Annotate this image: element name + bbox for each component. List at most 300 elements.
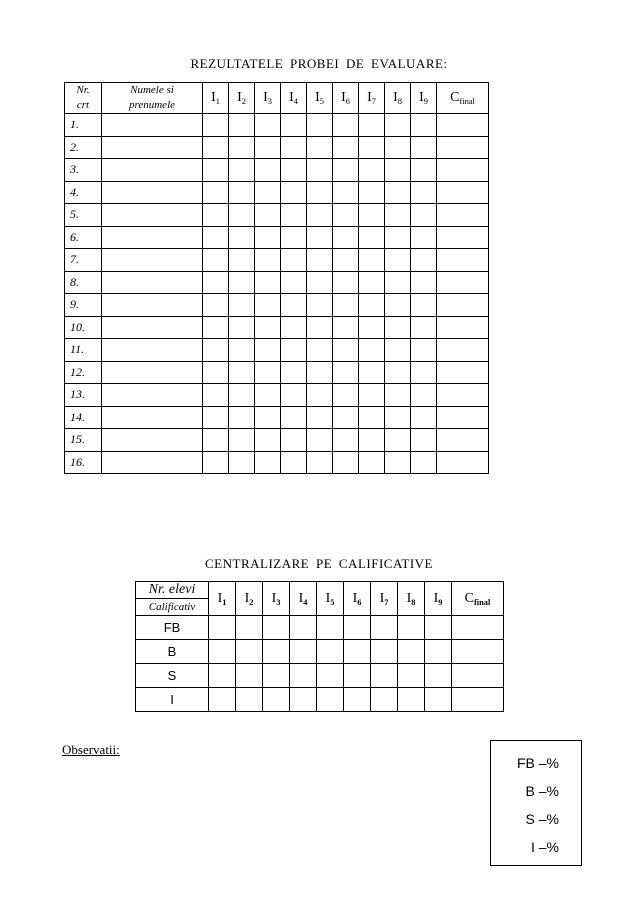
item-header-9-letter: I (419, 90, 424, 105)
summary-item-header-8-letter: I (406, 590, 412, 606)
empty-cell (290, 616, 317, 640)
empty-cell (385, 429, 411, 452)
empty-cell (437, 451, 489, 474)
empty-cell (307, 271, 333, 294)
final-header-subscript: final (459, 96, 475, 106)
row-number: 5. (65, 204, 102, 227)
empty-cell (307, 429, 333, 452)
item-header-4-letter: I (289, 90, 294, 105)
empty-cell (307, 384, 333, 407)
item-header-7 (359, 83, 385, 114)
empty-cell (263, 688, 290, 712)
empty-cell (452, 640, 504, 664)
summary-header-row (136, 582, 504, 599)
empty-cell (344, 664, 371, 688)
summary-final-header (452, 582, 504, 616)
summary-item-header-9-subscript: 9 (438, 597, 443, 607)
table-row (65, 361, 489, 384)
empty-cell (437, 204, 489, 227)
empty-cell (281, 114, 307, 137)
item-header-1-subscript: 1 (215, 96, 220, 106)
empty-cell (333, 136, 359, 159)
row-number: 13. (65, 384, 102, 407)
item-header-2 (229, 83, 255, 114)
summary-table (135, 581, 504, 712)
empty-cell (255, 406, 281, 429)
empty-cell (425, 688, 452, 712)
item-header-3-letter: I (263, 90, 268, 105)
empty-cell (255, 316, 281, 339)
empty-cell (229, 294, 255, 317)
empty-cell (307, 249, 333, 272)
item-header-3-subscript: 3 (267, 96, 272, 106)
empty-cell (359, 339, 385, 362)
empty-cell (307, 361, 333, 384)
empty-cell (255, 181, 281, 204)
empty-cell (281, 384, 307, 407)
table-row (65, 339, 489, 362)
empty-cell (281, 249, 307, 272)
empty-cell (290, 640, 317, 664)
item-header-6-letter: I (341, 90, 346, 105)
empty-cell (344, 640, 371, 664)
empty-cell (411, 226, 437, 249)
empty-cell (255, 249, 281, 272)
table-row (65, 429, 489, 452)
empty-cell (398, 664, 425, 688)
empty-cell (437, 361, 489, 384)
empty-cell (307, 294, 333, 317)
empty-cell (411, 339, 437, 362)
empty-cell (411, 406, 437, 429)
empty-cell (333, 204, 359, 227)
empty-cell (203, 294, 229, 317)
empty-cell (385, 159, 411, 182)
empty-cell (333, 226, 359, 249)
empty-cell (102, 271, 203, 294)
empty-cell (229, 226, 255, 249)
empty-cell (236, 640, 263, 664)
summary-item-header-2 (236, 582, 263, 616)
table-row (65, 271, 489, 294)
empty-cell (102, 181, 203, 204)
empty-cell (203, 136, 229, 159)
empty-cell (102, 339, 203, 362)
empty-cell (411, 181, 437, 204)
empty-cell (307, 136, 333, 159)
row-number: 11. (65, 339, 102, 362)
empty-cell (333, 249, 359, 272)
empty-cell (385, 384, 411, 407)
summary-item-header-1-subscript: 1 (222, 597, 227, 607)
empty-cell (236, 616, 263, 640)
row-number: 14. (65, 406, 102, 429)
item-header-8-subscript: 8 (397, 96, 402, 106)
empty-cell (236, 688, 263, 712)
empty-cell (452, 616, 504, 640)
empty-cell (209, 664, 236, 688)
empty-cell (203, 316, 229, 339)
percent-line-s: S –% (525, 811, 559, 827)
summary-item-header-8 (398, 582, 425, 616)
empty-cell (281, 294, 307, 317)
empty-cell (371, 664, 398, 688)
empty-cell (411, 384, 437, 407)
row-number: 7. (65, 249, 102, 272)
empty-cell (203, 159, 229, 182)
empty-cell (229, 159, 255, 182)
empty-cell (385, 136, 411, 159)
empty-cell (102, 226, 203, 249)
empty-cell (102, 429, 203, 452)
empty-cell (333, 339, 359, 362)
empty-cell (359, 114, 385, 137)
row-number: 10. (65, 316, 102, 339)
empty-cell (263, 664, 290, 688)
summary-item-header-2-subscript: 2 (249, 597, 254, 607)
empty-cell (437, 181, 489, 204)
row-number: 2. (65, 136, 102, 159)
summary-item-header-3-letter: I (271, 590, 277, 606)
summary-item-header-6 (344, 582, 371, 616)
item-header-6-subscript: 6 (345, 96, 350, 106)
empty-cell (411, 204, 437, 227)
empty-cell (317, 688, 344, 712)
empty-cell (255, 429, 281, 452)
summary-item-header-9 (425, 582, 452, 616)
empty-cell (371, 640, 398, 664)
empty-cell (281, 159, 307, 182)
empty-cell (263, 640, 290, 664)
item-header-1 (203, 83, 229, 114)
empty-cell (281, 361, 307, 384)
empty-cell (333, 159, 359, 182)
summary-item-header-5-letter: I (325, 590, 331, 606)
empty-cell (229, 339, 255, 362)
empty-cell (102, 114, 203, 137)
empty-cell (281, 406, 307, 429)
empty-cell (255, 114, 281, 137)
empty-cell (344, 616, 371, 640)
grade-label: FB (136, 616, 209, 640)
empty-cell (437, 159, 489, 182)
empty-cell (229, 136, 255, 159)
empty-cell (307, 451, 333, 474)
empty-cell (411, 159, 437, 182)
table-row (65, 159, 489, 182)
table-row (65, 204, 489, 227)
row-number: 15. (65, 429, 102, 452)
empty-cell (385, 204, 411, 227)
empty-cell (229, 429, 255, 452)
row-number: 16. (65, 451, 102, 474)
observations-label: Observatii: (62, 742, 120, 757)
empty-cell (203, 384, 229, 407)
empty-cell (425, 664, 452, 688)
empty-cell (359, 271, 385, 294)
results-title: REZULTATELE PROBEI DE EVALUARE: (190, 56, 448, 71)
table-row (65, 226, 489, 249)
percentage-box (490, 740, 582, 866)
item-header-5-letter: I (315, 90, 320, 105)
item-header-5 (307, 83, 333, 114)
empty-cell (281, 181, 307, 204)
empty-cell (255, 226, 281, 249)
empty-cell (359, 136, 385, 159)
empty-cell (307, 159, 333, 182)
summary-item-header-9-letter: I (433, 590, 439, 606)
empty-cell (359, 181, 385, 204)
summary-title: CENTRALIZARE PE CALIFICATIVE (205, 556, 433, 571)
empty-cell (437, 136, 489, 159)
empty-cell (281, 339, 307, 362)
empty-cell (102, 136, 203, 159)
empty-cell (102, 384, 203, 407)
empty-cell (307, 406, 333, 429)
percent-line-i: I –% (530, 839, 559, 855)
item-header-6 (333, 83, 359, 114)
empty-cell (371, 688, 398, 712)
empty-cell (359, 204, 385, 227)
summary-item-header-4-letter: I (298, 590, 304, 606)
nr-label-line1: Nr. (76, 84, 90, 96)
empty-cell (385, 294, 411, 317)
item-header-4 (281, 83, 307, 114)
empty-cell (359, 429, 385, 452)
empty-cell (333, 429, 359, 452)
empty-cell (385, 249, 411, 272)
empty-cell (398, 688, 425, 712)
nr-crt-header (65, 83, 102, 114)
empty-cell (102, 249, 203, 272)
empty-cell (102, 361, 203, 384)
empty-cell (229, 451, 255, 474)
empty-cell (281, 226, 307, 249)
name-label-line1: Numele si (130, 84, 174, 96)
empty-cell (385, 316, 411, 339)
summary-item-header-4 (290, 582, 317, 616)
empty-cell (317, 664, 344, 688)
empty-cell (385, 406, 411, 429)
nr-elevi-header: Nr. elevi (136, 582, 209, 599)
empty-cell (333, 361, 359, 384)
empty-cell (452, 664, 504, 688)
item-header-9 (411, 83, 437, 114)
empty-cell (281, 451, 307, 474)
empty-cell (411, 136, 437, 159)
empty-cell (437, 294, 489, 317)
empty-cell (385, 451, 411, 474)
empty-cell (333, 294, 359, 317)
empty-cell (385, 271, 411, 294)
empty-cell (307, 181, 333, 204)
empty-cell (411, 114, 437, 137)
summary-item-header-7-subscript: 7 (384, 597, 389, 607)
empty-cell (281, 136, 307, 159)
table-row (65, 114, 489, 137)
table-row (65, 294, 489, 317)
empty-cell (263, 616, 290, 640)
summary-final-header-subscript: final (474, 597, 491, 607)
empty-cell (281, 429, 307, 452)
table-row (136, 640, 504, 664)
item-header-8 (385, 83, 411, 114)
empty-cell (281, 316, 307, 339)
empty-cell (203, 249, 229, 272)
empty-cell (385, 114, 411, 137)
empty-cell (307, 226, 333, 249)
empty-cell (229, 204, 255, 227)
empty-cell (203, 204, 229, 227)
summary-item-header-5-subscript: 5 (330, 597, 335, 607)
empty-cell (102, 159, 203, 182)
row-number: 9. (65, 294, 102, 317)
table-row (65, 249, 489, 272)
summary-item-header-1-letter: I (217, 590, 223, 606)
table-row (65, 316, 489, 339)
empty-cell (209, 616, 236, 640)
empty-cell (255, 361, 281, 384)
empty-cell (102, 316, 203, 339)
summary-item-header-8-subscript: 8 (411, 597, 416, 607)
item-header-1-letter: I (211, 90, 216, 105)
empty-cell (203, 361, 229, 384)
empty-cell (385, 226, 411, 249)
empty-cell (255, 294, 281, 317)
row-number: 8. (65, 271, 102, 294)
empty-cell (452, 688, 504, 712)
empty-cell (229, 114, 255, 137)
empty-cell (359, 406, 385, 429)
empty-cell (333, 384, 359, 407)
empty-cell (411, 316, 437, 339)
empty-cell (411, 361, 437, 384)
empty-cell (229, 271, 255, 294)
grade-label: B (136, 640, 209, 664)
empty-cell (229, 181, 255, 204)
final-header (437, 83, 489, 114)
item-header-8-letter: I (393, 90, 398, 105)
summary-item-header-7 (371, 582, 398, 616)
empty-cell (411, 294, 437, 317)
empty-cell (209, 640, 236, 664)
empty-cell (203, 339, 229, 362)
empty-cell (344, 688, 371, 712)
empty-cell (411, 429, 437, 452)
empty-cell (333, 114, 359, 137)
empty-cell (281, 204, 307, 227)
calificativ-header: Calificativ (136, 599, 209, 616)
empty-cell (102, 451, 203, 474)
summary-item-header-3 (263, 582, 290, 616)
empty-cell (437, 271, 489, 294)
empty-cell (255, 136, 281, 159)
empty-cell (290, 664, 317, 688)
row-number: 3. (65, 159, 102, 182)
empty-cell (398, 640, 425, 664)
item-header-2-letter: I (237, 90, 242, 105)
empty-cell (281, 271, 307, 294)
item-header-9-subscript: 9 (423, 96, 428, 106)
summary-item-header-3-subscript: 3 (276, 597, 281, 607)
table-row (65, 136, 489, 159)
empty-cell (307, 114, 333, 137)
table-row (136, 664, 504, 688)
empty-cell (255, 204, 281, 227)
summary-item-header-5 (317, 582, 344, 616)
empty-cell (333, 451, 359, 474)
empty-cell (203, 226, 229, 249)
row-number: 6. (65, 226, 102, 249)
row-number: 4. (65, 181, 102, 204)
results-table (64, 82, 489, 474)
empty-cell (359, 294, 385, 317)
empty-cell (359, 226, 385, 249)
empty-cell (229, 384, 255, 407)
empty-cell (359, 361, 385, 384)
empty-cell (209, 688, 236, 712)
empty-cell (229, 316, 255, 339)
empty-cell (255, 451, 281, 474)
grade-label: S (136, 664, 209, 688)
empty-cell (203, 271, 229, 294)
empty-cell (229, 361, 255, 384)
summary-final-header-letter: C (464, 590, 475, 606)
empty-cell (333, 271, 359, 294)
empty-cell (385, 361, 411, 384)
summary-item-header-6-letter: I (352, 590, 358, 606)
item-header-7-subscript: 7 (371, 96, 376, 106)
table-row (65, 384, 489, 407)
percent-line-b: B –% (525, 783, 559, 799)
item-header-2-subscript: 2 (241, 96, 246, 106)
empty-cell (359, 384, 385, 407)
empty-cell (307, 316, 333, 339)
empty-cell (411, 249, 437, 272)
name-label-line2: prenumele (128, 99, 176, 111)
name-header (102, 83, 203, 114)
empty-cell (333, 316, 359, 339)
empty-cell (229, 249, 255, 272)
empty-cell (255, 159, 281, 182)
final-header-letter: C (450, 90, 460, 105)
row-number: 12. (65, 361, 102, 384)
item-header-3 (255, 83, 281, 114)
summary-item-header-2-letter: I (244, 590, 250, 606)
empty-cell (359, 316, 385, 339)
empty-cell (398, 616, 425, 640)
empty-cell (425, 640, 452, 664)
item-header-7-letter: I (367, 90, 372, 105)
summary-item-header-6-subscript: 6 (357, 597, 362, 607)
empty-cell (255, 339, 281, 362)
empty-cell (317, 640, 344, 664)
summary-item-header-1 (209, 582, 236, 616)
empty-cell (203, 181, 229, 204)
table-row (65, 181, 489, 204)
empty-cell (425, 616, 452, 640)
empty-cell (307, 204, 333, 227)
summary-item-header-7-letter: I (379, 590, 385, 606)
empty-cell (359, 159, 385, 182)
empty-cell (290, 688, 317, 712)
empty-cell (102, 294, 203, 317)
empty-cell (411, 451, 437, 474)
grade-label: I (136, 688, 209, 712)
empty-cell (437, 249, 489, 272)
empty-cell (437, 316, 489, 339)
empty-cell (229, 406, 255, 429)
